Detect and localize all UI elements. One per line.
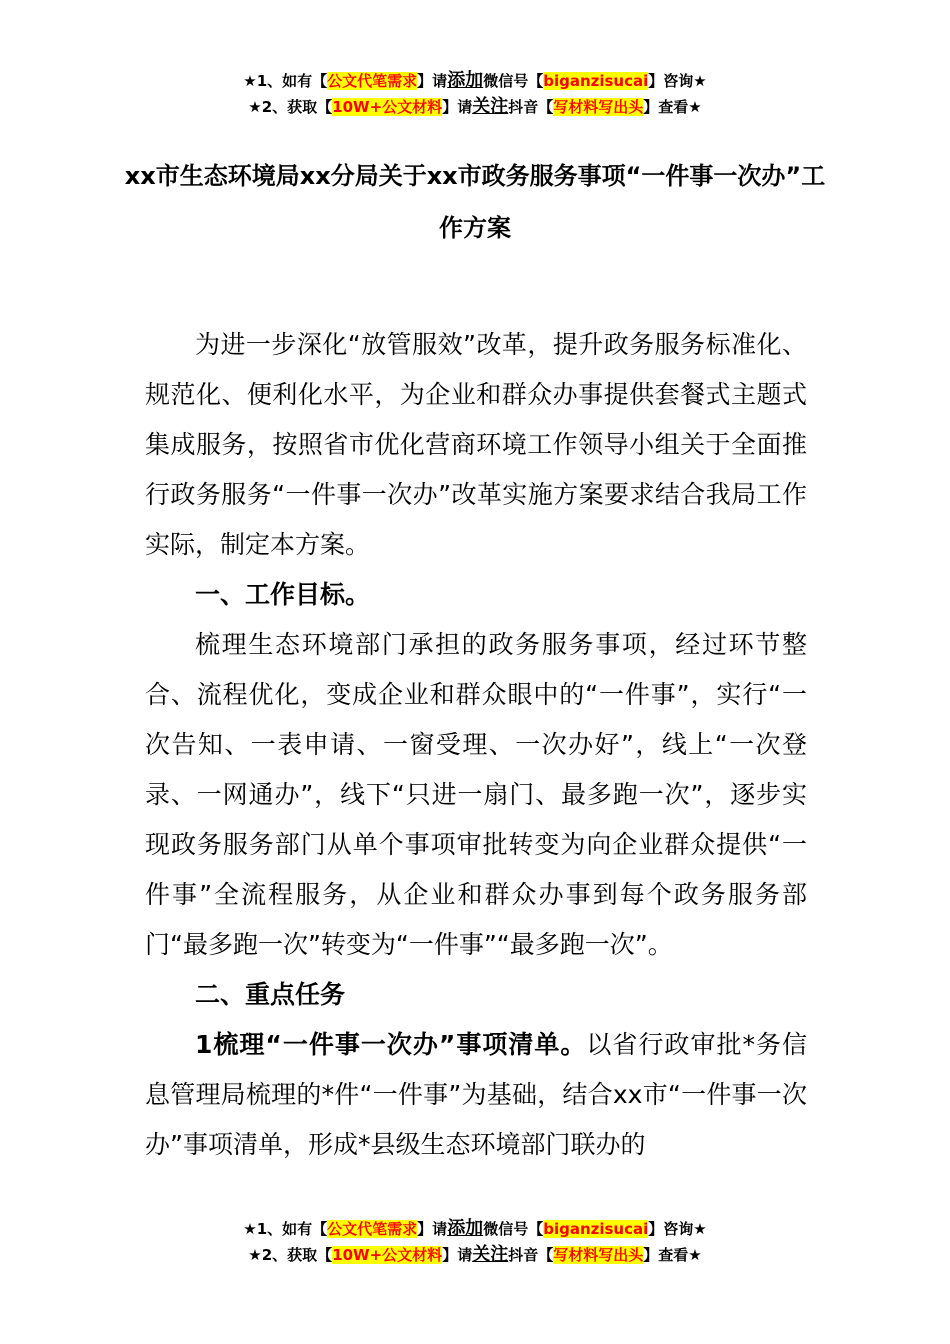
banner-line-1 [0, 68, 950, 94]
banner-text: 微信号【 [483, 72, 544, 90]
banner-text: 抖音【 [508, 98, 554, 116]
banner-text: ★2、获取【 [248, 98, 333, 116]
banner-text: 】请 [417, 72, 448, 90]
banner-highlight: 写材料写出头 [553, 98, 644, 116]
banner-emphasis: 添加 [447, 70, 484, 91]
banner-text: 】请 [442, 98, 473, 116]
banner-text: 】查看★ [643, 98, 702, 116]
banner-highlight: 10W+公文材料 [332, 1246, 443, 1264]
banner-text: 微信号【 [483, 1220, 544, 1238]
banner-text: 】请 [417, 1220, 448, 1238]
banner-line-2 [0, 1242, 950, 1268]
banner-emphasis: 关注 [472, 1244, 509, 1265]
banner-highlight: 公文代笔需求 [327, 72, 418, 90]
banner-highlight: 10W+公文材料 [332, 98, 443, 116]
banner-emphasis: 关注 [472, 96, 509, 117]
banner-text: 】查看★ [643, 1246, 702, 1264]
section-heading-goals: 一、工作目标。 [195, 580, 371, 609]
banner-highlight: 公文代笔需求 [327, 1220, 418, 1238]
banner-text: 】咨询★ [648, 72, 707, 90]
task1-heading: 1梳理“一件事一次办”事项清单。 [195, 1030, 587, 1059]
intro-paragraph: 为进一步深化“放管服效”改革，提升政务服务标准化、规范化、便利化水平，为企业和群众办事提供套餐式主题式集成服务，按照省市优化营商环境工作领导小组关于全面推行政务服务“一件事一次办”改革实施方案要求结合我局工作实际，制定本方案。 [145, 330, 807, 559]
document-body [145, 320, 807, 1170]
banner-highlight: 写材料写出头 [553, 1246, 644, 1264]
task1-text: 以省行政审批*务信息管理局梳理的*件“一件事”为基础，结合xx市“一件事一次办”事项清单，形成*县级生态环境部门联办的 [145, 1030, 807, 1159]
banner-text: ★2、获取【 [248, 1246, 333, 1264]
banner-highlight: biganzisucai [543, 1220, 649, 1238]
section-heading-tasks: 二、重点任务 [195, 980, 346, 1009]
banner-emphasis: 添加 [447, 1218, 484, 1239]
banner-text: 抖音【 [508, 1246, 554, 1264]
goals-paragraph: 梳理生态环境部门承担的政务服务事项，经过环节整合、流程优化，变成企业和群众眼中的“一件事”，实行“一次告知、一表申请、一窗受理、一次办好”，线上“一次登录、一网通办”，线下“只进一扇门、最多跑一次”，逐步实现政务服务部门从单个事项审批转变为向企业群众提供“一件事”全流程服务，从企业和群众办事到每个政务服务部门“最多跑一次”转变为“一件事”“最多跑一次”。 [145, 630, 807, 959]
bottom-banner [0, 1216, 950, 1268]
top-banner [0, 68, 950, 120]
task1-paragraph [145, 1020, 807, 1170]
banner-text: 】请 [442, 1246, 473, 1264]
banner-line-2 [0, 94, 950, 120]
banner-text: ★1、如有【 [243, 1220, 328, 1238]
banner-text: 】咨询★ [648, 1220, 707, 1238]
banner-highlight: biganzisucai [543, 72, 649, 90]
banner-text: ★1、如有【 [243, 72, 328, 90]
banner-line-1 [0, 1216, 950, 1242]
document-title: xx市生态环境局xx分局关于xx市政务服务事项“一件事一次办”工作方案 [124, 162, 826, 242]
